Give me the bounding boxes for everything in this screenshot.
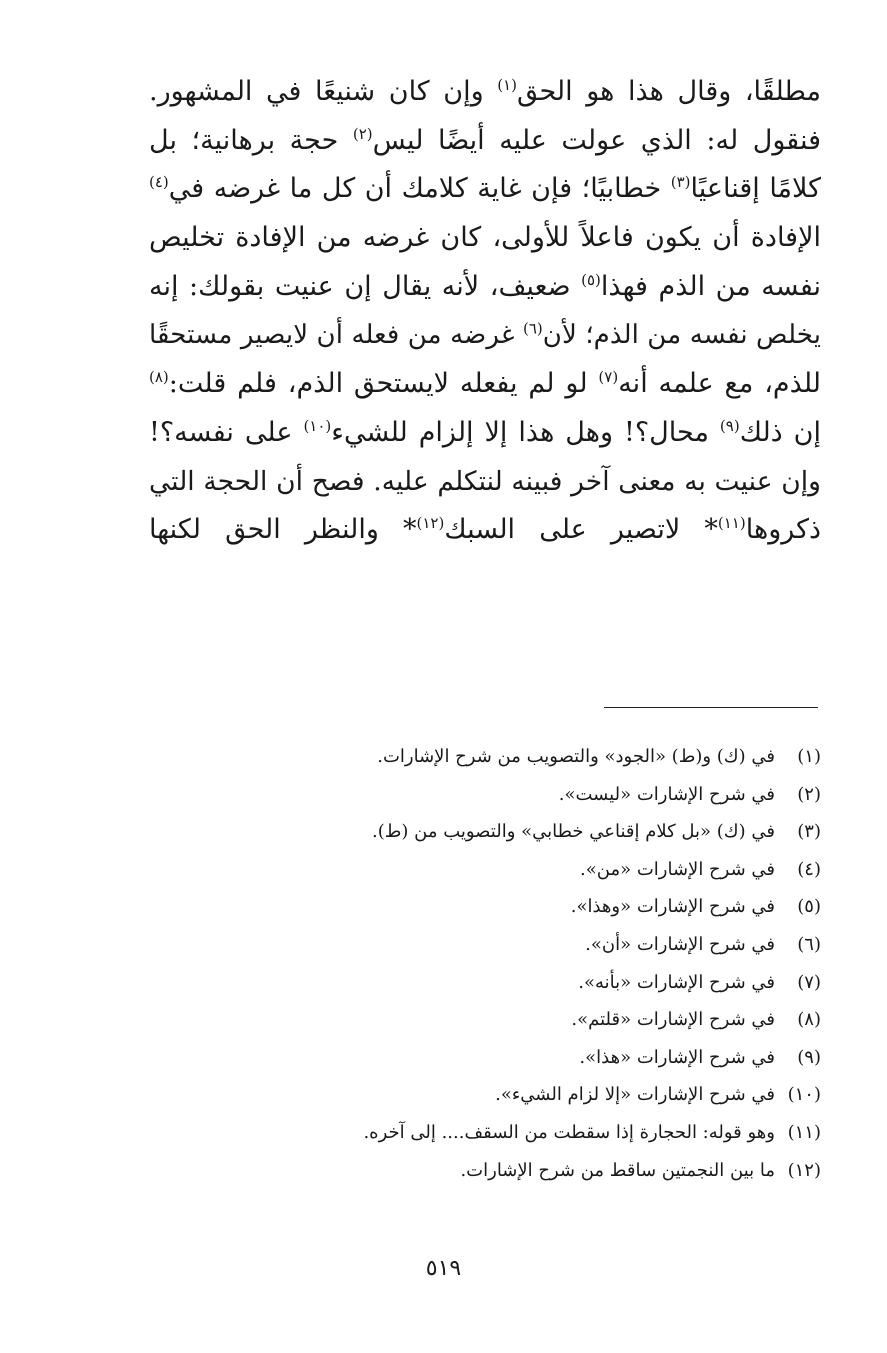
text-segment: على نفسه؟! [149, 416, 304, 448]
footnote-item [181, 738, 821, 776]
footnote-number: (٧) [797, 971, 821, 993]
footnote-item [181, 851, 821, 889]
footnote-marker: (٧) [598, 368, 619, 387]
footnote-item [181, 1152, 821, 1190]
footnote-number: (٩) [797, 1046, 821, 1068]
text-line [149, 506, 821, 555]
text-segment: خطابيًا؛ فإن غاية كلامك أن كل ما غرضه في [168, 173, 671, 205]
footnote-text: في شرح الإشارات «إلا لزام الشيء». [495, 1084, 775, 1106]
text-line [149, 68, 821, 117]
footnote-item [181, 1076, 821, 1114]
footnote-number: (٨) [797, 1009, 821, 1031]
footnote-text: في شرح الإشارات «بأنه». [578, 971, 775, 993]
footnote-number: (٥) [797, 896, 821, 918]
footnote-item [181, 813, 821, 851]
footnote-text: في شرح الإشارات «أن». [585, 933, 775, 955]
footnote-marker: (٥) [581, 270, 601, 289]
text-line [149, 263, 821, 312]
footnote-marker: (١٠) [303, 416, 332, 435]
text-line [149, 458, 821, 507]
text-line [149, 311, 821, 360]
footnote-item [181, 926, 821, 964]
text-line [149, 360, 821, 409]
text-segment: محال؟! وهل هذا إلا إلزام للشيء [331, 416, 720, 448]
footnote-item [181, 888, 821, 926]
text-segment: غرضه من فعله أن لايصير مستحقًا [149, 320, 523, 351]
text-segment: إن ذلك [739, 416, 822, 448]
footnote-marker: (٤) [149, 173, 169, 192]
footnote-marker: (٩) [719, 416, 740, 435]
footnote-number: (٢) [797, 783, 821, 805]
footnote-marker: (٨) [149, 368, 169, 387]
text-segment: حجة برهانية؛ بل [149, 124, 353, 156]
text-segment: مطلقًا، وقال هذا هو الحق [516, 76, 821, 107]
text-segment: فنقول له: الذي عولت عليه أيضًا ليس [372, 124, 822, 156]
footnote-item [181, 1039, 821, 1077]
footnote-item [181, 1001, 821, 1039]
footnote-text: في (ك) «بل كلام إقناعي خطابي» والتصويب من (ط). [372, 821, 775, 843]
footnote-number: (٤) [797, 858, 821, 880]
text-segment: * والنظر الحق لكنها [149, 514, 417, 546]
footnote-item [181, 964, 821, 1002]
footnote-text: في شرح الإشارات «قلتم». [571, 1009, 775, 1031]
footnote-text: في شرح الإشارات «من». [580, 858, 775, 880]
footnote-number: (١١) [787, 1121, 821, 1143]
text-segment: لو لم يفعله لايستحق الذم، فلم قلت: [168, 368, 599, 400]
footnote-number: (٦) [797, 933, 821, 955]
text-segment: ذكروها [745, 514, 822, 546]
footnote-text: في شرح الإشارات «وهذا». [570, 896, 775, 918]
footnote-separator [604, 707, 818, 708]
footnote-number: (١٠) [787, 1084, 821, 1106]
text-segment: ضعيف، لأنه يقال إن عنيت بقولك: إنه [149, 270, 582, 302]
text-segment: للذم، مع علمه أنه [618, 368, 821, 400]
main-text [149, 68, 821, 555]
text-segment: كلامًا إقناعيًا [690, 173, 821, 205]
footnote-number: (١٢) [787, 1159, 821, 1181]
text-segment: الإفادة أن يكون فاعلاً للأولى، كان غرضه من الإفادة تخليص [149, 222, 821, 254]
text-segment: * لاتصير على السبك [444, 514, 718, 546]
text-line [149, 165, 821, 214]
footnote-marker: (١٢) [416, 514, 445, 533]
text-segment: وإن عنيت به معنى آخر فبينه لنتكلم عليه. فصح أن الحجة التي [149, 465, 821, 497]
footnote-text: في شرح الإشارات «هذا». [579, 1046, 775, 1068]
footnote-number: (٣) [797, 821, 821, 843]
footnote-item [181, 776, 821, 814]
footnote-marker: (١١) [717, 514, 746, 533]
footnote-text: في شرح الإشارات «ليست». [558, 783, 775, 805]
footnote-marker: (١) [497, 76, 517, 94]
footnote-marker: (٣) [670, 173, 691, 192]
footnotes-list [181, 738, 821, 1189]
footnote-marker: (٢) [352, 124, 373, 143]
text-line [149, 214, 821, 263]
text-segment: يخلص نفسه من الذم؛ لأن [542, 320, 821, 351]
footnote-text: ما بين النجمتين ساقط من شرح الإشارات. [460, 1159, 775, 1181]
text-line [149, 117, 821, 166]
footnote-text: في (ك) و(ط) «الجود» والتصويب من شرح الإشارات. [377, 746, 775, 767]
footnote-marker: (٦) [522, 319, 543, 338]
page-number: ٥١٩ [425, 1256, 462, 1281]
footnote-item [181, 1114, 821, 1152]
text-segment: وإن كان شنيعًا في المشهور. [149, 76, 498, 107]
footnote-number: (١) [797, 746, 821, 767]
text-line [149, 409, 821, 458]
footnote-text: وهو قوله: الحجارة إذا سقطت من السقف.... إلى آخره. [363, 1121, 775, 1143]
text-segment: نفسه من الذم فهذا [600, 270, 821, 302]
